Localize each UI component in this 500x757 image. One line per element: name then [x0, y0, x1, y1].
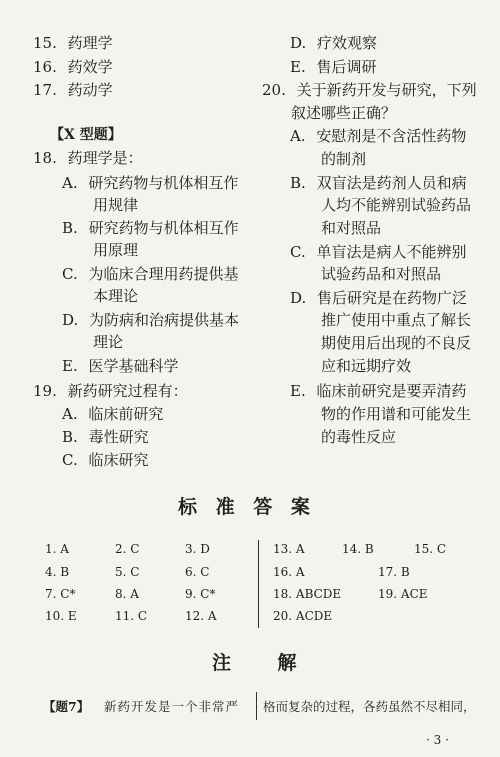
q18-option-e	[62, 356, 179, 376]
answer-item: 11. C	[115, 609, 148, 623]
q18-option-a	[62, 173, 238, 193]
option-text: 安慰剂是不含活性药物	[316, 127, 467, 145]
q20-option-c	[290, 242, 467, 262]
q18-option-c	[62, 264, 239, 284]
answer-item: 20. ACDE	[273, 609, 333, 623]
answer-item: 5. C	[115, 565, 140, 579]
q19-num: 19.	[33, 382, 57, 400]
q17-num: 17.	[33, 81, 57, 99]
option-label: A.	[62, 174, 78, 192]
answer-item: 14. B	[342, 542, 374, 556]
option-label: C.	[62, 451, 78, 469]
option-text: 医学基础科学	[88, 357, 179, 375]
note-tag: 【题7】	[43, 699, 90, 714]
option-label: D.	[62, 311, 79, 329]
answer-item: 2. C	[115, 542, 140, 556]
option-label: B.	[62, 219, 78, 237]
answer-item: 7. C*	[45, 587, 76, 601]
q17-option-d	[290, 33, 377, 53]
q18-num: 18.	[33, 149, 57, 167]
q19-option-b	[62, 427, 149, 447]
option-text: 为防病和治病提供基本	[89, 311, 240, 329]
note-right-text: 格而复杂的过程，各药虽然不尽相同，	[263, 699, 476, 714]
note-left-text: 新药开发是一个非常严	[104, 699, 240, 714]
q19-option-a	[62, 404, 163, 424]
answer-item: 17. B	[378, 565, 410, 579]
option-label: E.	[290, 382, 306, 400]
option-text: 单盲法是病人不能辨别	[316, 243, 467, 261]
answer-item: 3. D	[185, 542, 210, 556]
option-label: A.	[62, 405, 78, 423]
answer-item: 18. ABCDE	[273, 587, 342, 601]
option-text: 售后研究是在药物广泛	[317, 289, 468, 307]
q20-option-e-cont1: 物的作用谱和可能发生	[321, 405, 472, 423]
answer-item: 19. ACE	[378, 587, 428, 601]
option-label: C.	[290, 243, 306, 261]
option-label: D.	[290, 34, 307, 52]
q18-stem	[33, 148, 143, 168]
option-label: B.	[290, 174, 306, 192]
answer-item: 8. A	[115, 587, 139, 601]
q19-stem	[33, 381, 188, 401]
q20-option-d-cont3: 应和远期疗效	[321, 357, 412, 375]
q20-option-c-cont: 试验药品和对照品	[321, 265, 442, 283]
q20-stem-line1: 关于新药开发与研究，下列	[296, 81, 477, 99]
q16-text: 药效学	[67, 58, 113, 76]
option-label: E.	[62, 357, 78, 375]
answers-title: 标 准 答 案	[178, 496, 316, 518]
q20-stem-line2: 叙述哪些正确？	[291, 104, 397, 122]
option-text: 临床研究	[88, 451, 149, 469]
answer-item: 9. C*	[185, 587, 216, 601]
q18-option-d-cont: 理论	[93, 333, 124, 351]
q20-option-b	[290, 173, 467, 193]
option-text: 疗效观察	[317, 34, 378, 52]
answer-item: 12. A	[185, 609, 217, 623]
q18-option-a-cont: 用规律	[93, 196, 139, 214]
q17-text: 药动学	[67, 81, 113, 99]
notes-divider	[256, 692, 257, 720]
q15	[33, 33, 113, 53]
option-text: 为临床合理用药提供基	[88, 265, 239, 283]
option-text: 临床前研究是要弄清药	[316, 382, 467, 400]
q20-option-e-cont2: 的毒性反应	[321, 428, 397, 446]
q20-option-d-cont2: 期使用后出现的不良反	[321, 334, 472, 352]
q20-option-b-cont2: 和对照品	[321, 219, 382, 237]
q20-option-b-cont1: 人均不能辨别试验药品	[321, 196, 472, 214]
answer-item: 15. C	[414, 542, 447, 556]
q18-option-b	[62, 218, 239, 238]
option-text: 研究药物与机体相互作	[88, 219, 239, 237]
q20-option-d	[290, 288, 467, 308]
page-number: · 3 ·	[426, 733, 449, 747]
answer-item: 13. A	[273, 542, 305, 556]
option-text: 研究药物与机体相互作	[88, 174, 239, 192]
q20-option-a	[290, 126, 466, 146]
q15-text: 药理学	[67, 34, 113, 52]
x-type-header: 【X 型题】	[50, 127, 122, 143]
answer-item: 16. A	[273, 565, 305, 579]
option-label: E.	[290, 58, 306, 76]
q18-option-c-cont: 本理论	[93, 287, 139, 305]
notes-title: 注 解	[212, 652, 301, 674]
option-text: 毒性研究	[88, 428, 149, 446]
answer-item: 1. A	[45, 542, 69, 556]
q20-option-e	[290, 381, 467, 401]
answers-divider	[258, 540, 259, 628]
q20-num: 20.	[262, 81, 286, 99]
answer-item: 10. E	[45, 609, 77, 623]
q18-option-b-cont: 用原理	[93, 241, 139, 259]
q20-option-d-cont1: 推广使用中重点了解长	[321, 311, 472, 329]
q15-num: 15.	[33, 34, 57, 52]
answer-item: 4. B	[45, 565, 70, 579]
q16-num: 16.	[33, 58, 57, 76]
option-label: A.	[290, 127, 306, 145]
q19-stem-text: 新药研究过程有：	[67, 382, 188, 400]
q20-option-a-cont: 的制剂	[321, 150, 367, 168]
q18-option-d	[62, 310, 239, 330]
q19-option-c	[62, 450, 149, 470]
option-label: D.	[290, 289, 307, 307]
option-text: 临床前研究	[88, 405, 164, 423]
option-label: C.	[62, 265, 78, 283]
option-text: 售后调研	[316, 58, 377, 76]
q20-stem	[262, 80, 477, 100]
answer-item: 6. C	[185, 565, 210, 579]
q17	[33, 80, 113, 100]
q17-option-e	[290, 57, 377, 77]
q18-stem-text: 药理学是：	[67, 149, 143, 167]
option-text: 双盲法是药剂人员和病	[316, 174, 467, 192]
option-label: B.	[62, 428, 78, 446]
q16	[33, 57, 113, 77]
